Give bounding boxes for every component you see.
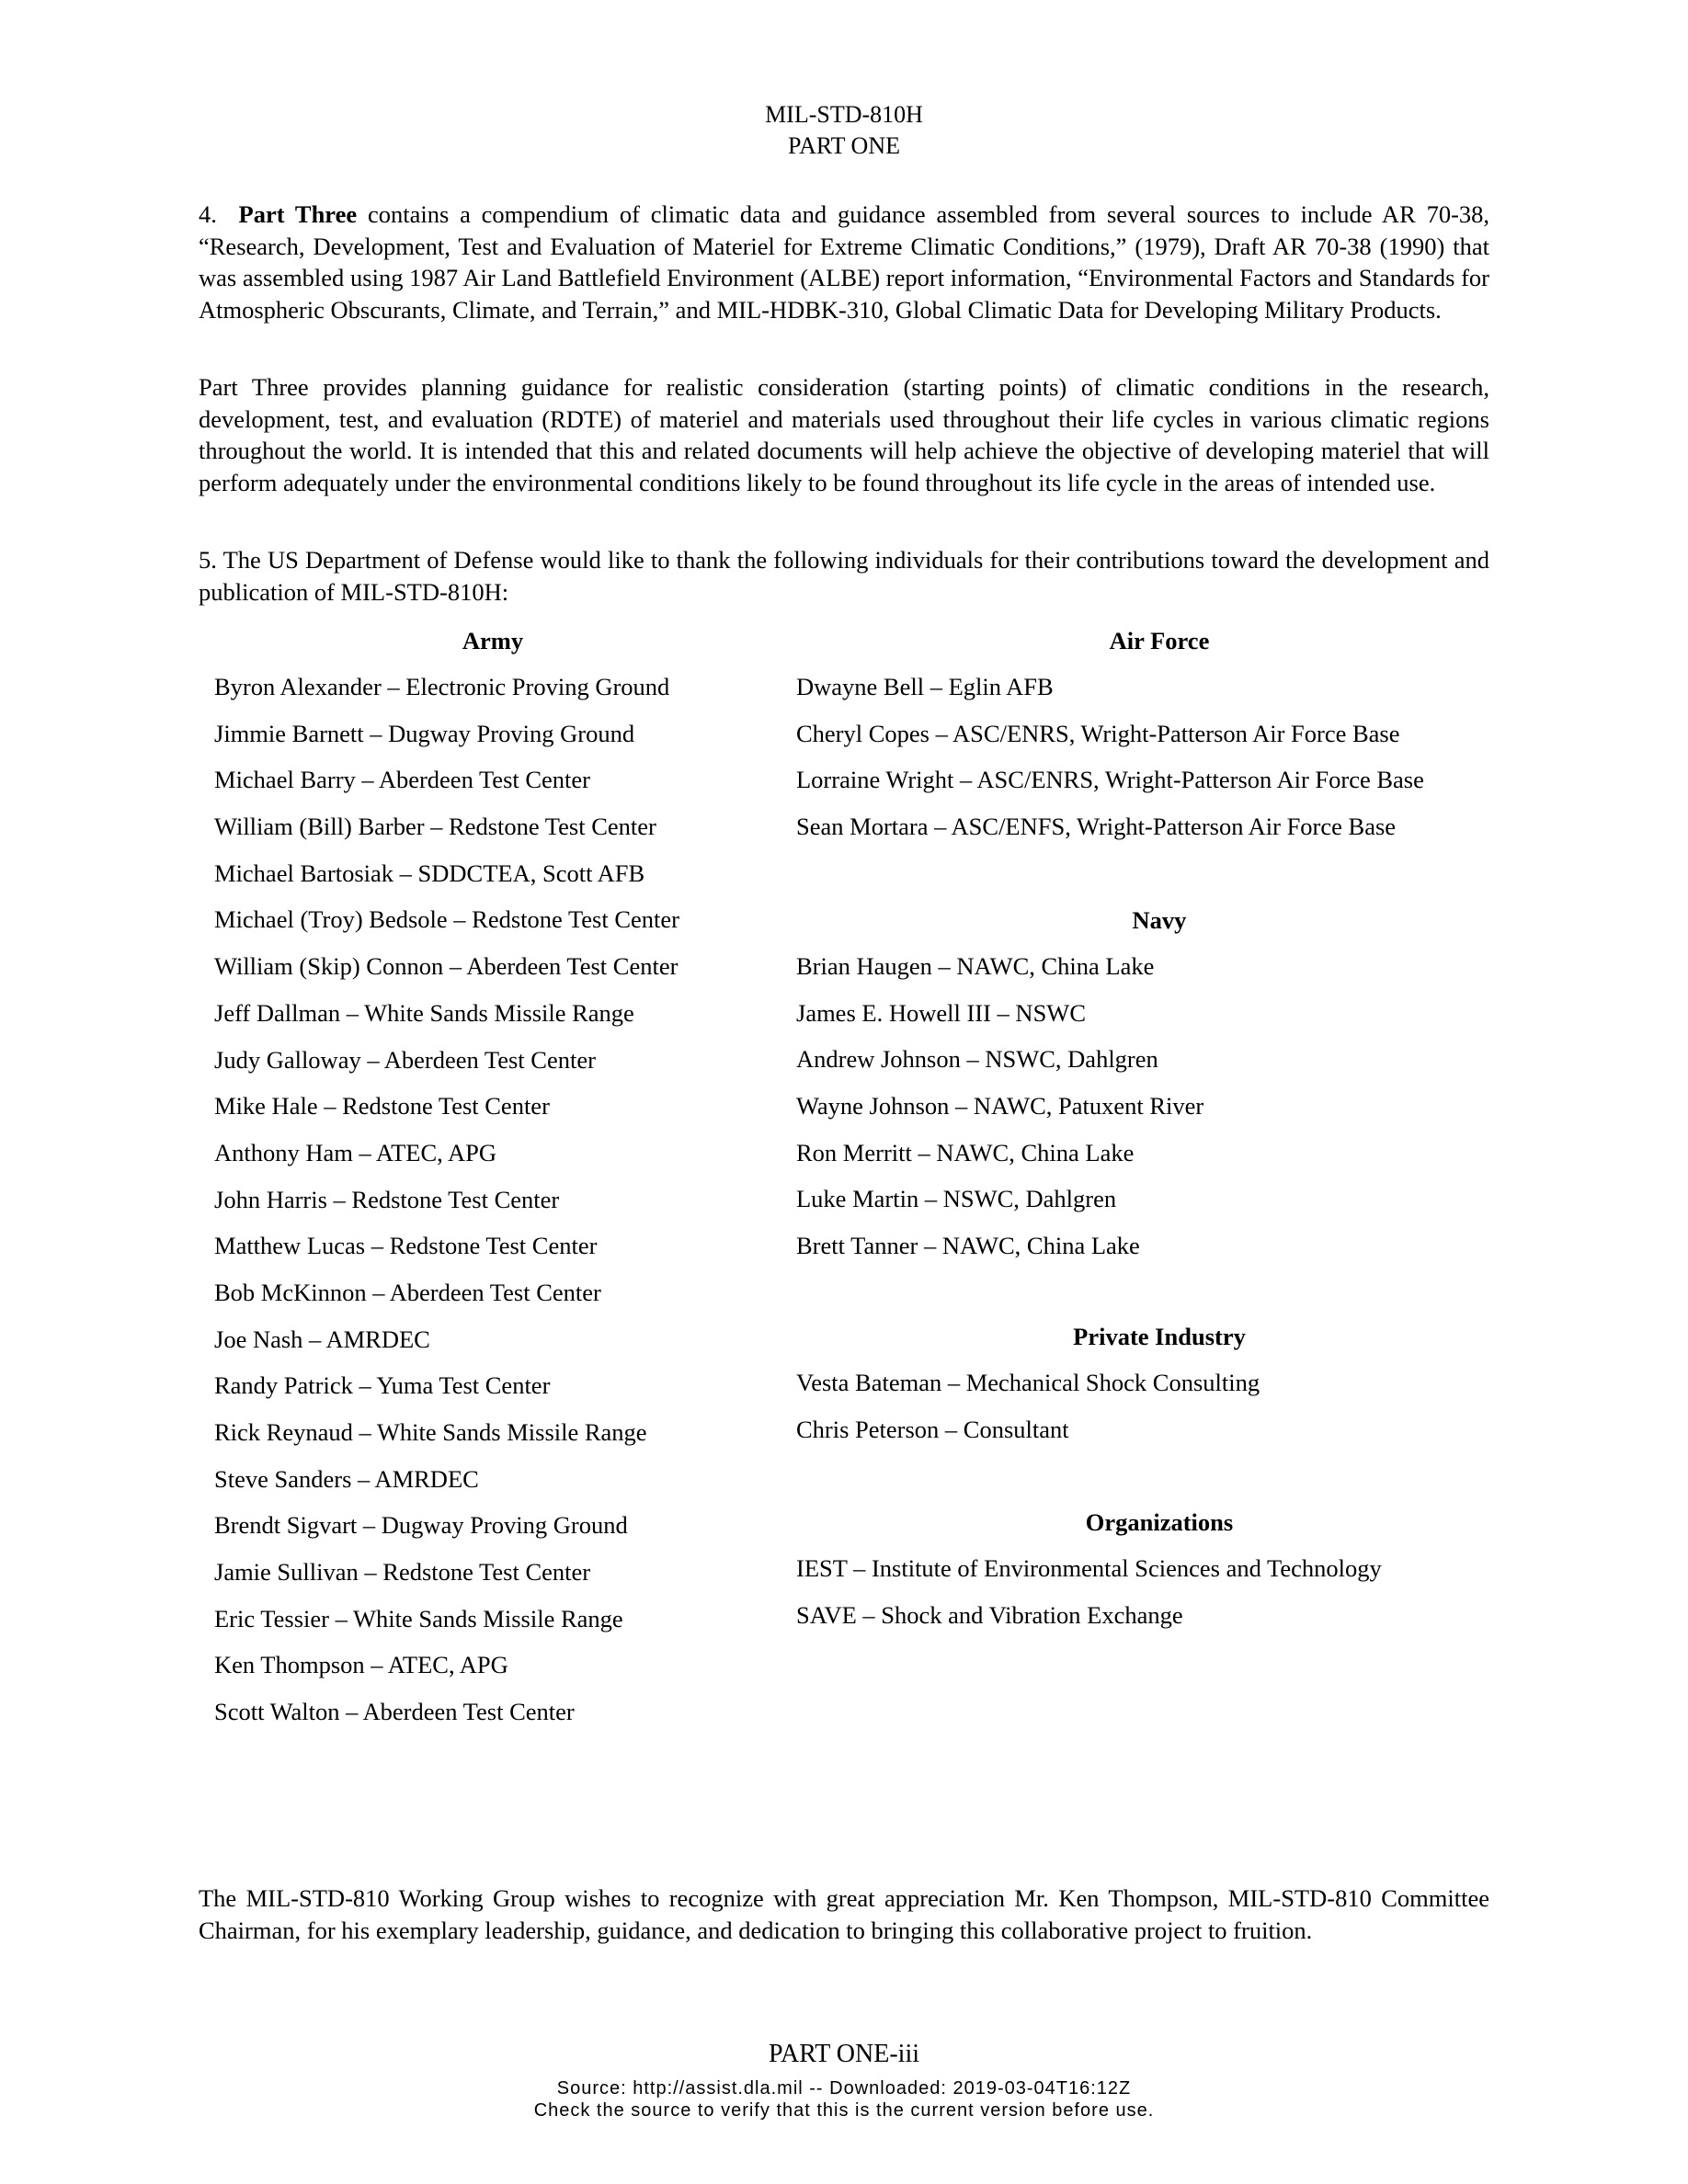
army-heading: Army (462, 627, 524, 654)
contributor-item: Brett Tanner – NAWC, China Lake (796, 1232, 1140, 1260)
contributor-item: Andrew Johnson – NSWC, Dahlgren (796, 1045, 1158, 1074)
organizations-heading: Organizations (1085, 1508, 1234, 1536)
acknowledgement-paragraph: The MIL-STD-810 Working Group wishes to recognize with great appreciation Mr. Ken Thompson, MIL-STD-810 Committee Chairman, for his exemplary leadership, guidance, and dedication to bringing this collaborative project to fruition. (199, 1884, 1489, 1944)
air-force-heading: Air Force (1109, 627, 1210, 654)
contributor-item: William (Skip) Connon – Aberdeen Test Center (214, 952, 679, 981)
contributor-item: Michael (Troy) Bedsole – Redstone Test Center (214, 905, 679, 934)
paragraph-4-text: contains a compendium of climatic data and guidance assembled from several sources to include AR 70-38, “Research, Development, Test and Evaluation of Materiel for Extreme Climatic Conditions,” (1979), Draft AR 70-38 (1990) that was assembled using 1987 Air Land Battlefield Environment (ALBE) report information, “Environmental Factors and Standards for Atmospheric Obscurants, Climate, and Terrain,” and MIL-HDBK-310, Global Climatic Data for Developing Military Products. (199, 200, 1490, 324)
contributor-item: Chris Peterson – Consultant (796, 1415, 1069, 1443)
contributor-item: Rick Reynaud – White Sands Missile Range (214, 1418, 647, 1446)
contributor-item: SAVE – Shock and Vibration Exchange (796, 1600, 1183, 1629)
contributor-item: Matthew Lucas – Redstone Test Center (214, 1232, 598, 1260)
paragraph-part-three-guidance: Part Three provides planning guidance for realistic consideration (starting points) of climatic conditions in the research, development, test, and evaluation (RDTE) of materiel and materials used throughout their life cycles in various climatic regions throughout the world. It is intended that this and related documents will help achieve the objective of developing materiel that will perform adequately under the environmental conditions likely to be found throughout its life cycle in the areas of intended use. (199, 373, 1489, 496)
contributor-item: Jimmie Barnett – Dugway Proving Ground (214, 719, 635, 747)
contributor-item: Cheryl Copes – ASC/ENRS, Wright-Patterson Air Force Base (796, 719, 1400, 747)
contributor-item: Wayne Johnson – NAWC, Patuxent River (796, 1092, 1204, 1120)
contributor-item: Vesta Bateman – Mechanical Shock Consulting (796, 1369, 1260, 1396)
contributor-item: Jamie Sullivan – Redstone Test Center (214, 1558, 591, 1587)
contributor-item: Anthony Ham – ATEC, APG (214, 1138, 496, 1166)
document-id-header: MIL-STD-810H (765, 101, 923, 128)
contributor-item: Dwayne Bell – Eglin AFB (796, 673, 1054, 700)
contributor-item: Eric Tessier – White Sands Missile Range (214, 1604, 623, 1632)
verification-note: Check the source to verify that this is the current version before use. (533, 2100, 1155, 2121)
contributor-item: Ron Merritt – NAWC, China Lake (796, 1138, 1135, 1166)
contributor-item: James E. Howell III – NSWC (796, 998, 1086, 1027)
source-note: Source: http://assist.dla.mil -- Downloaded: 2019-03-04T16:12Z (556, 2078, 1132, 2099)
contributor-item: Brendt Sigvart – Dugway Proving Ground (214, 1511, 628, 1540)
contributor-item: Scott Walton – Aberdeen Test Center (214, 1698, 575, 1726)
paragraph-5: 5. The US Department of Defense would like to thank the following individuals for their contributions toward the development and publication of MIL-STD-810H: (199, 546, 1489, 606)
air-force-contributor-list (796, 671, 1424, 858)
contributor-item: Mike Hale – Redstone Test Center (214, 1092, 550, 1120)
navy-heading: Navy (1132, 906, 1187, 934)
contributor-item: Lorraine Wright – ASC/ENRS, Wright-Patterson Air Force Base (796, 766, 1424, 794)
contributor-item: John Harris – Redstone Test Center (214, 1185, 560, 1213)
contributor-item: Luke Martin – NSWC, Dahlgren (796, 1185, 1117, 1213)
contributor-item: Steve Sanders – AMRDEC (214, 1464, 479, 1493)
contributor-item: Brian Haugen – NAWC, China Lake (796, 952, 1155, 980)
contributor-item: Randy Patrick – Yuma Test Center (214, 1371, 551, 1400)
contributor-item: Michael Barry – Aberdeen Test Center (214, 766, 591, 794)
army-contributor-list (214, 671, 679, 1743)
private-industry-heading: Private Industry (1073, 1323, 1246, 1350)
contributor-item: William (Bill) Barber – Redstone Test Center (214, 813, 656, 841)
contributor-item: Ken Thompson – ATEC, APG (214, 1651, 508, 1679)
paragraph-4 (199, 199, 1489, 325)
paragraph-number: 4. (199, 200, 217, 228)
contributor-item: Judy Galloway – Aberdeen Test Center (214, 1045, 596, 1074)
contributor-item: Byron Alexander – Electronic Proving Ground (214, 673, 670, 700)
navy-contributor-list (796, 950, 1203, 1277)
page-number: PART ONE-iii (768, 2040, 920, 2068)
contributor-item: Michael Bartosiak – SDDCTEA, Scott AFB (214, 859, 645, 887)
organizations-contributor-list (796, 1553, 1382, 1645)
private-industry-contributor-list (796, 1367, 1260, 1460)
paragraph-bold-lead: Part Three (238, 200, 358, 228)
part-header: PART ONE (788, 132, 900, 159)
contributor-item: Jeff Dallman – White Sands Missile Range (214, 998, 634, 1027)
contributor-item: IEST – Institute of Environmental Sciences and Technology (796, 1554, 1382, 1582)
contributor-item: Joe Nash – AMRDEC (214, 1325, 430, 1353)
contributor-item: Bob McKinnon – Aberdeen Test Center (214, 1278, 601, 1306)
contributor-item: Sean Mortara – ASC/ENFS, Wright-Patterson Air Force Base (796, 813, 1397, 841)
